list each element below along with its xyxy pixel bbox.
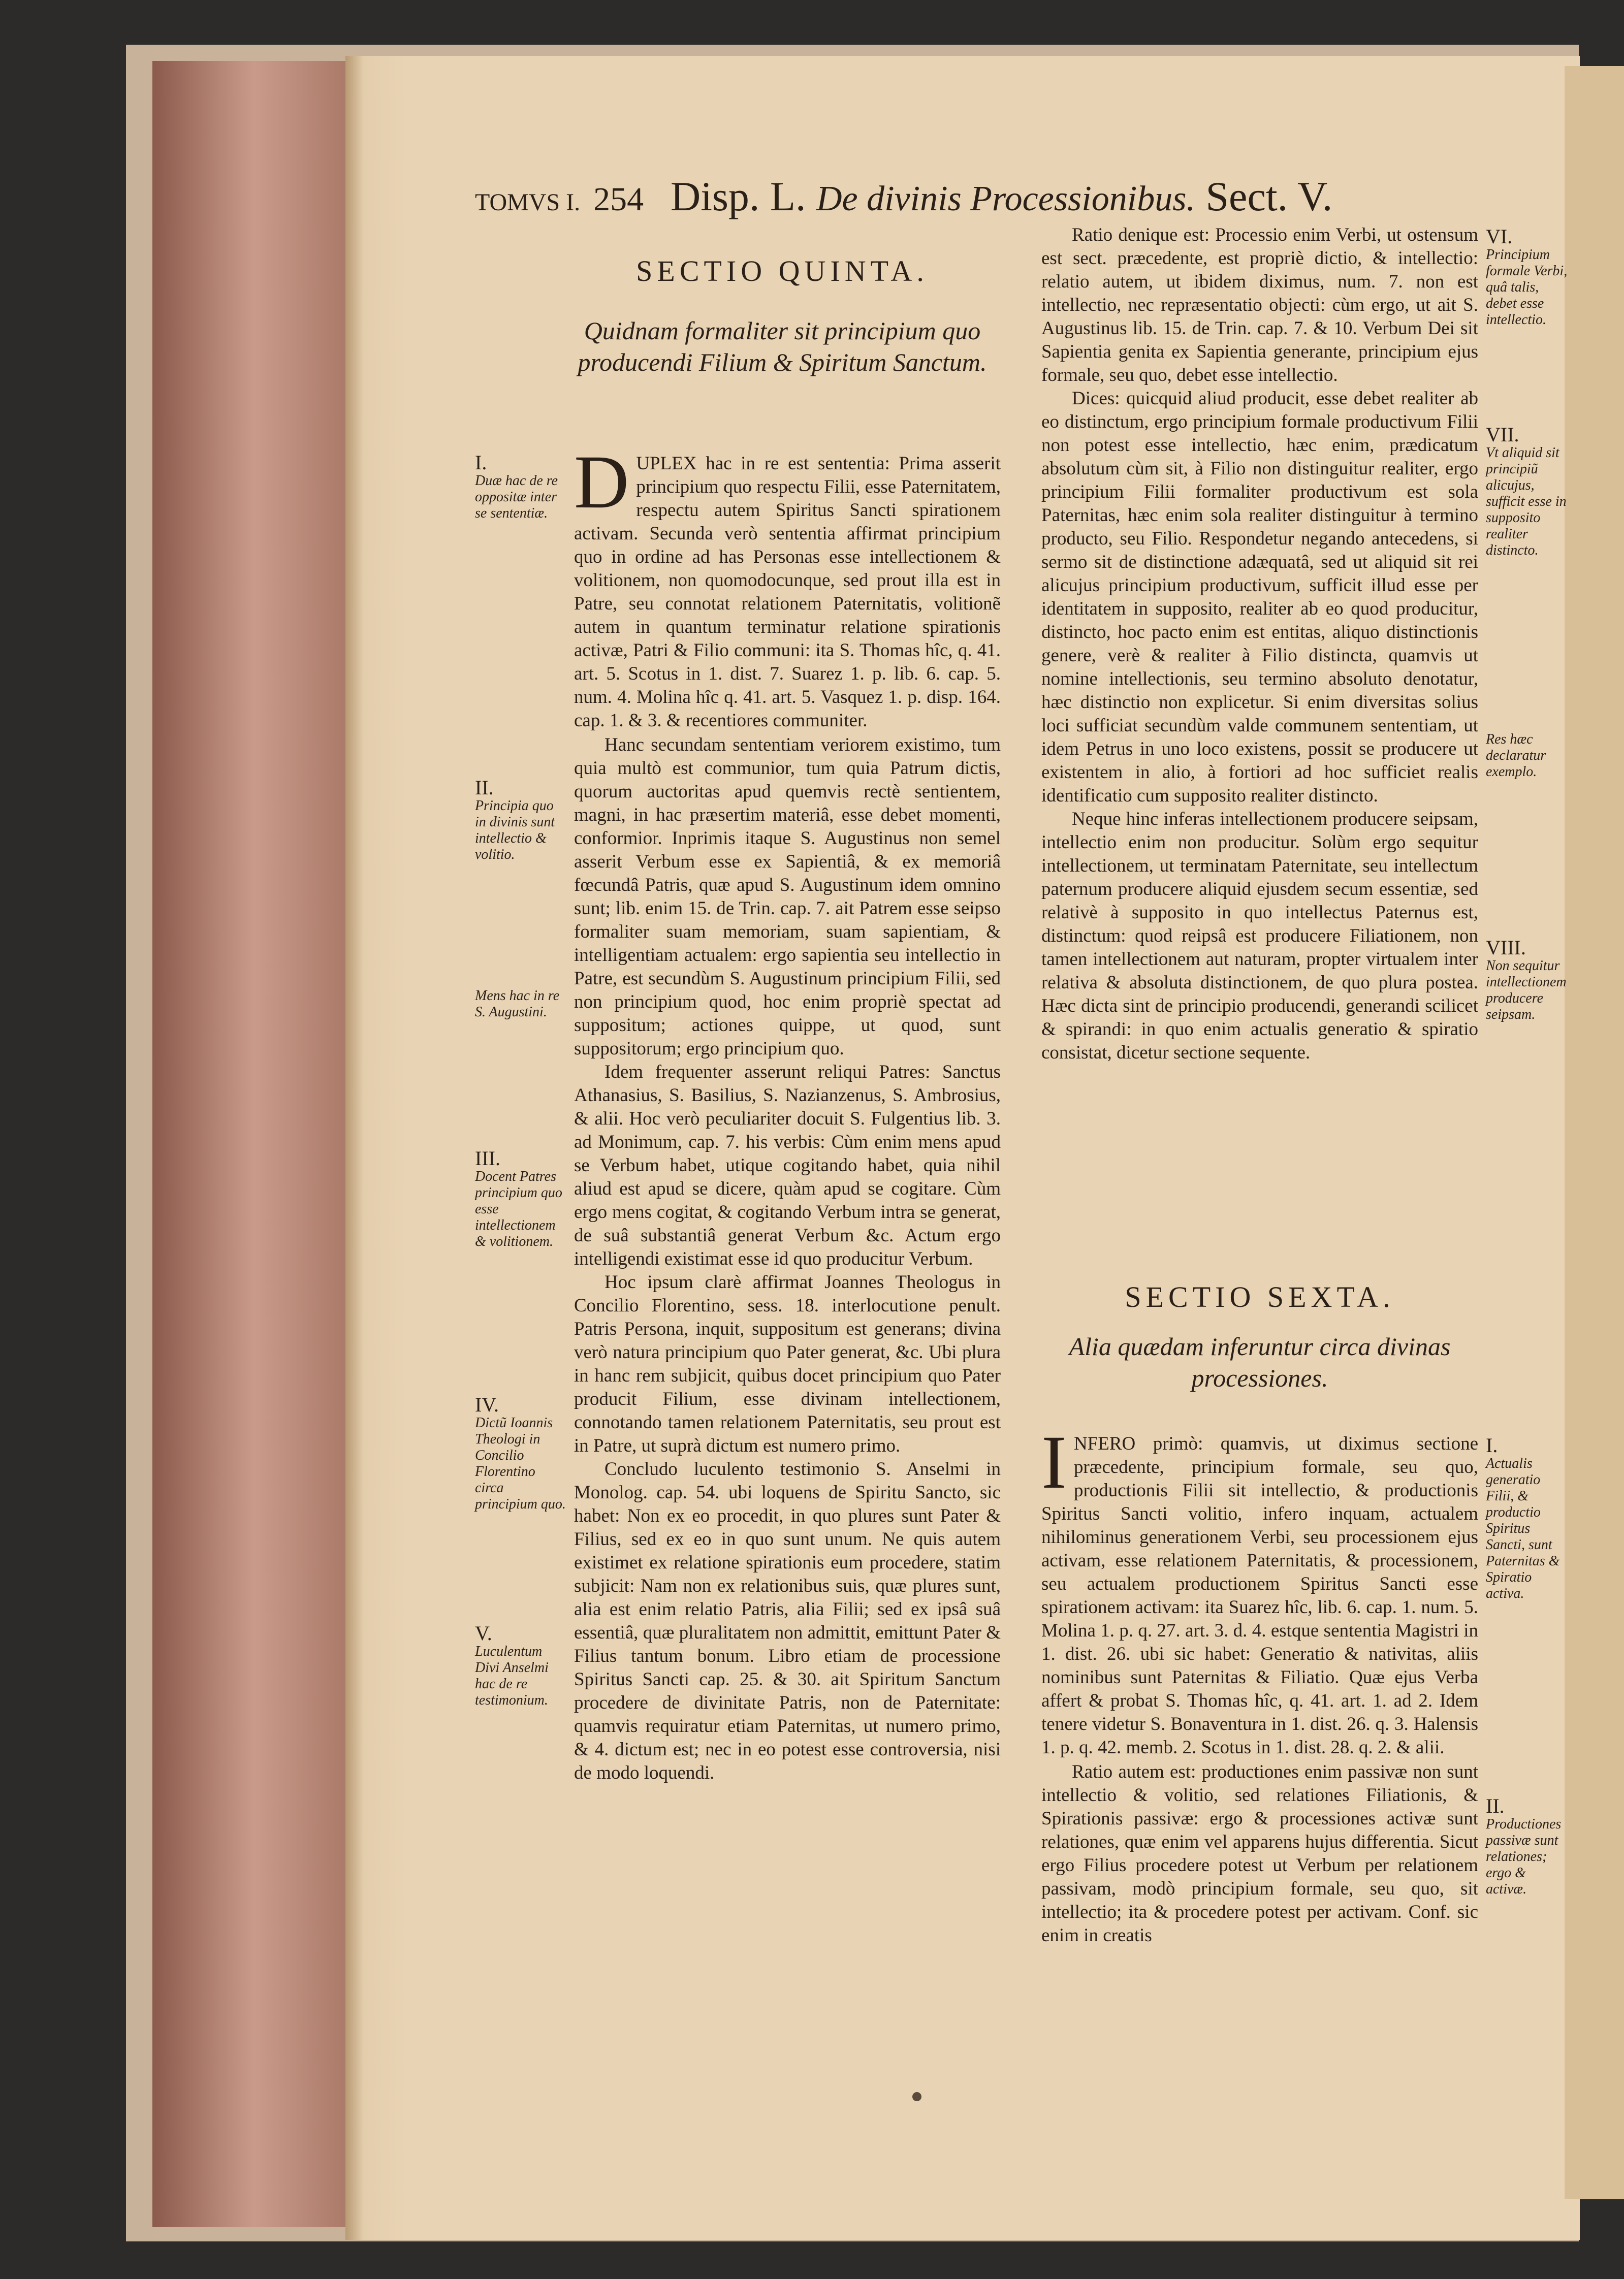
paragraph-6: Ratio denique est: Processio enim Verbi, ut ostensum est sect. præcedente, est propriè dictio, & intellectio: relatio autem, ut ibidem diximus, num. 7. non est intellectio, nec repræsentatio objecti: cùm ergo, ut ait S. Augustinus lib. 15. de Trin. cap. 7. & 10. Verbum Dei sit Sapientia genita ex Sapientia generante, principium ejus formale, seu quo, debet esse intellectio. xyxy=(1041,224,1478,386)
paragraph-1 xyxy=(574,440,1001,732)
tomus-label: TOMVS I. xyxy=(475,189,581,216)
margin-note-number: VII. xyxy=(1486,423,1519,446)
margin-note-left-4 xyxy=(475,1147,566,1250)
paragraph-3: Idem frequenter asserunt reliqui Patres: Sanctus Athanasius, S. Basilius, S. Nazianzenus, S. Ambrosius, & alii. Hoc verò peculiariter docuit S. Fulgentius lib. 3. ad Monimum, cap. 7. his verbis: Cùm enim mens apud se Verbum habet, utique cogitando habet, quia nihil aliud est apud se dicere, quàm apud se cogitare. Cùm ergo mens cogitat, & cogitando Verbum intra se generat, de suâ substantiâ generat Verbum &c. Actum ergo intelligendi existimat esse id quo producitur Verbum. xyxy=(574,1062,1001,1269)
margin-note-text: Principia quo in divinis sunt intellectio & volitio. xyxy=(475,798,555,862)
margin-note-number: II. xyxy=(475,776,494,799)
margin-note-text: Mens hac in re S. Augustini. xyxy=(475,988,560,1020)
paragraph-4: Hoc ipsum clarè affirmat Joannes Theologus in Concilio Florentino, sess. 18. interlocutione penult. Patris Persona, inquit, suppositum est generans; divina verò natura principium quo Pater generat, &c. Ubi plura in hanc rem subjicit, quibus docet principium quo Pater producit Filium, esse divinam intellectionem, connotando tamen relationem Paternitatis, seu prout est in Patre, ut suprà dictum est numero primo. xyxy=(574,1272,1001,1456)
paragraph-2: Hanc secundam sententiam veriorem existimo, tum quia multò est communior, tum quia Patrum dictis, quorum auctoritas apud quemvis rectè sentientem, magni, in hac præsertim materiâ, esse debet momenti, conformior. Inprimis itaque S. Augustinus non semel asserit Verbum esse ex Sapientiâ, & ex memoriâ fœcundâ Patris, quæ apud S. Augustinum idem omnino sunt; lib. enim 15. de Trin. cap. 7. ait Patrem esse seipso formaliter suam memoriam, suam sapientiam, & intelligentiam actualem: ergo sapientia seu intellectio in Patre, est secundùm S. Augustinum principium Filii, sed non principium quod, hoc enim propriè spectat ad suppositum; actiones quippe, ut quod, sunt suppositorum; ergo principium quo. xyxy=(574,734,1001,1059)
margin-note-left-2 xyxy=(475,776,566,863)
margin-note-text: Res hæc declaratur exemplo. xyxy=(1486,731,1546,780)
paragraph-7: Dices: quicquid aliud producit, esse debet realiter ab eo distinctum, ergo principium formale productivum Filii non potest esse intellectio, hæc enim, prædicatum absolutum cùm sit, à Filio non distinguitur realiter, ergo principium Filii formaliter productivum est sola Paternitas, hæc enim sola realiter distinguitur à termino producto, seu Filio. Respondetur negando antecedens, si sermo sit de distinctione adæquatâ, sed ut aliquid sit rei alicujus principium productivum, sufficit illud esse per identitatem in supposito, realiter ab eo quod producitur, distincto, hoc pacto enim est entitas, aliquo distinctionis genere, verè & realiter à Filio distincta, quamvis ut nomine intellectionis, seu termino absoluto denotatur, hæc distinctio non explicetur. Si enim diversitas solius loci sufficiat secundùm valde communem sententiam, ut idem Petrus in uno loco existens, possit se producere ut existentem in alio, à fortiori ad hoc sufficiet realis identificatio cum supposito realiter distincto. xyxy=(1041,388,1478,806)
margin-note-left-5 xyxy=(475,1393,566,1513)
running-title: De divinis Processionibus. xyxy=(816,179,1195,218)
margin-note-text: Duæ hac de re oppositæ inter se sententiæ. xyxy=(475,473,558,521)
margin-note-right-6 xyxy=(1486,1794,1570,1898)
paragraph-9-text: NFERO primò: quamvis, ut diximus sectione præcedente, principium formale, seu quo, productionis Filii sit intellectio, & productionis Spiritus Sancti volitio, infero inquam, actualem nihilominus generationem Verbi, seu processionem ejus activam, esse relationem Paternitatis, & processionem, seu actualem productionem Spiritus Sancti esse spirationem activam: ita Suarez hîc, lib. 6. cap. 1. num. 5. Molina 1. p. q. 27. art. 3. d. 4. estque sententia Magistri in 1. dist. 26. ubi sic habet: Generatio & nativitas, aliis nominibus sunt Paternitas & Filiatio. Quæ ejus Verba affert & probat S. Thomas hîc, q. 41. art. 1. ad 2. Idem tenere videtur S. Bonaventura in 1. dist. 26. q. 3. Halensis 1. p. q. 42. memb. 2. Scotus in 1. dist. 28. q. 2. & alii. xyxy=(1041,1433,1478,1758)
disputatio-label: Disp. L. xyxy=(671,173,806,219)
margin-note-number: II. xyxy=(1486,1794,1505,1817)
margin-note-number: I. xyxy=(1486,1434,1498,1457)
margin-note-text: Productiones passivæ sunt relationes; ergo & activæ. xyxy=(1486,1816,1562,1897)
page-gutter xyxy=(345,56,406,2240)
margin-note-left-6 xyxy=(475,1622,566,1709)
margin-note-text: Actualis generatio Filii, & productio Spiritus Sancti, sunt Paternitas & Spiratio activa. xyxy=(1486,1456,1560,1601)
sectio-label: Sect. V. xyxy=(1205,173,1333,219)
margin-note-number: VI. xyxy=(1486,225,1513,248)
page-edges xyxy=(152,61,356,2227)
paragraph-1-text: UPLEX hac in re est sententia: Prima asserit principium quo respectu Filii, esse Paternitatem, respectu autem Spiritus Sancti spirationem activam. Secunda verò sententia affirmat principium quo in ordine ad has Personas esse intellectionem & volitionem, non quomodocunque, sed prout illa est in Patre, seu connotat relationem Paternitatis, volitionẽ autem in quantum terminatur relatione spirationis activæ, Patri & Filio communi: ita S. Thomas hîc, q. 41. art. 5. Scotus in 1. dist. 7. Suarez 1. p. lib. 6. cap. 5. num. 4. Molina hîc q. 41. art. 5. Vasquez 1. p. disp. 164. cap. 1. & 3. & recentiores communiter. xyxy=(574,453,1001,731)
margin-note-text: Dictũ Ioannis Theologi in Concilio Florentino circa principium quo. xyxy=(475,1415,566,1512)
margin-note-text: Vt aliquid sit principiũ alicujus, sufficit esse in supposito realiter distincto. xyxy=(1486,445,1567,558)
margin-note-number: V. xyxy=(475,1622,492,1645)
margin-note-text: Principium formale Verbi, quâ talis, debet esse intellectio. xyxy=(1486,247,1568,328)
section6-subtitle: Alia quædam inferuntur circa divinas processiones. xyxy=(1069,1332,1451,1392)
dropcap-d: D xyxy=(574,440,629,524)
margin-note-left-3 xyxy=(475,988,566,1020)
margin-note-text: Luculentum Divi Anselmi hac de re testimonium. xyxy=(475,1644,549,1708)
margin-note-right-1 xyxy=(1486,225,1570,328)
margin-note-text: Docent Patres principium quo esse intellectionem & volitionem. xyxy=(475,1169,562,1249)
paragraph-10: Ratio autem est: productiones enim passivæ non sunt intellectio & volitio, sed relationes Filiationis, & Spirationis passivæ: ergo & processiones activæ sunt relationes, quæ enim vel apparens hujus differentia. Sicut ergo Filius procedere potest ut Verbum per relationem passivam, modò principium formale, seu quo, sit intellectio; ita & procedere potest per activam. Conf. sic enim in creatis xyxy=(1041,1761,1478,1946)
margin-note-right-3 xyxy=(1486,731,1570,780)
margin-note-right-4 xyxy=(1486,936,1570,1023)
right-column-lower xyxy=(1041,1420,1478,1947)
dropcap-i: I xyxy=(1041,1420,1067,1504)
right-page-fold xyxy=(1565,66,1624,2199)
margin-note-number: IV. xyxy=(475,1393,499,1416)
section5-title: SECTIO QUINTA. xyxy=(636,254,929,287)
margin-note-number: I. xyxy=(475,451,487,474)
paragraph-9 xyxy=(1041,1420,1478,1759)
margin-note-left-1 xyxy=(475,451,566,522)
margin-note-text: Non sequitur intellectionem producere seipsam. xyxy=(1486,958,1567,1022)
paragraph-8: Neque hinc inferas intellectionem producere seipsam, intellectio enim non producitur. Solùm ergo sequitur intellectionem, ut terminatam Paternitate, seu intellectum paternum producere aliquid ejusdem secum essentiæ, sed relativè à supposito in quo intellectus Paternus est, distinctum: quod reipsâ est producere Filiationem, non tamen intellectionem aut naturam, propter virtualem inter relativa & absoluta distinctionem, de quo plura postea. Hæc dicta sint de principio producendi, generandi scilicet & spirandi: in quo enim actualis generatio & spiratio consistat, dicetur sectione sequente. xyxy=(1041,809,1478,1063)
page-number: 254 xyxy=(593,181,644,218)
section6-title: SECTIO SEXTA. xyxy=(1125,1280,1395,1313)
paragraph-5: Concludo luculento testimonio S. Anselmi in Monolog. cap. 54. ubi loquens de Spiritu Sancto, sic habet: Non ex eo procedit, in quo plures sunt Pater & Filius, sed ex eo in quo sunt unum. Ne quis autem existimet ex relatione spirationis eum procedere, statim subjicit: Nam non ex relationibus suis, quæ plures sunt, alia est enim relatio Patris, alia Filii; sed ex ipsâ suâ essentiâ, quæ pluralitatem non admittit, emittunt Pater & Filius tantum bonum. Libro etiam de processione Spiritus Sancti cap. 25. & 30. ait Spiritum Sanctum procedere de divinitate Patris, non de Paternitate: quamvis requiratur etiam Paternitas, ut numero primo, & 4. dictum est; nec in eo potest esse controversia, nisi de modo loquendi. xyxy=(574,1459,1001,1783)
right-column-upper xyxy=(1041,223,1478,1065)
section5-subtitle: Quidnam formaliter sit principium quo producendi Filium & Spiritum Sanctum. xyxy=(578,316,987,376)
margin-note-number: III. xyxy=(475,1147,500,1170)
margin-note-number: VIII. xyxy=(1486,936,1526,959)
margin-note-right-2 xyxy=(1486,423,1570,559)
running-head xyxy=(671,173,1382,229)
left-column xyxy=(574,440,1001,1785)
ink-dot xyxy=(912,2092,921,2101)
margin-note-right-5 xyxy=(1486,1434,1570,1602)
